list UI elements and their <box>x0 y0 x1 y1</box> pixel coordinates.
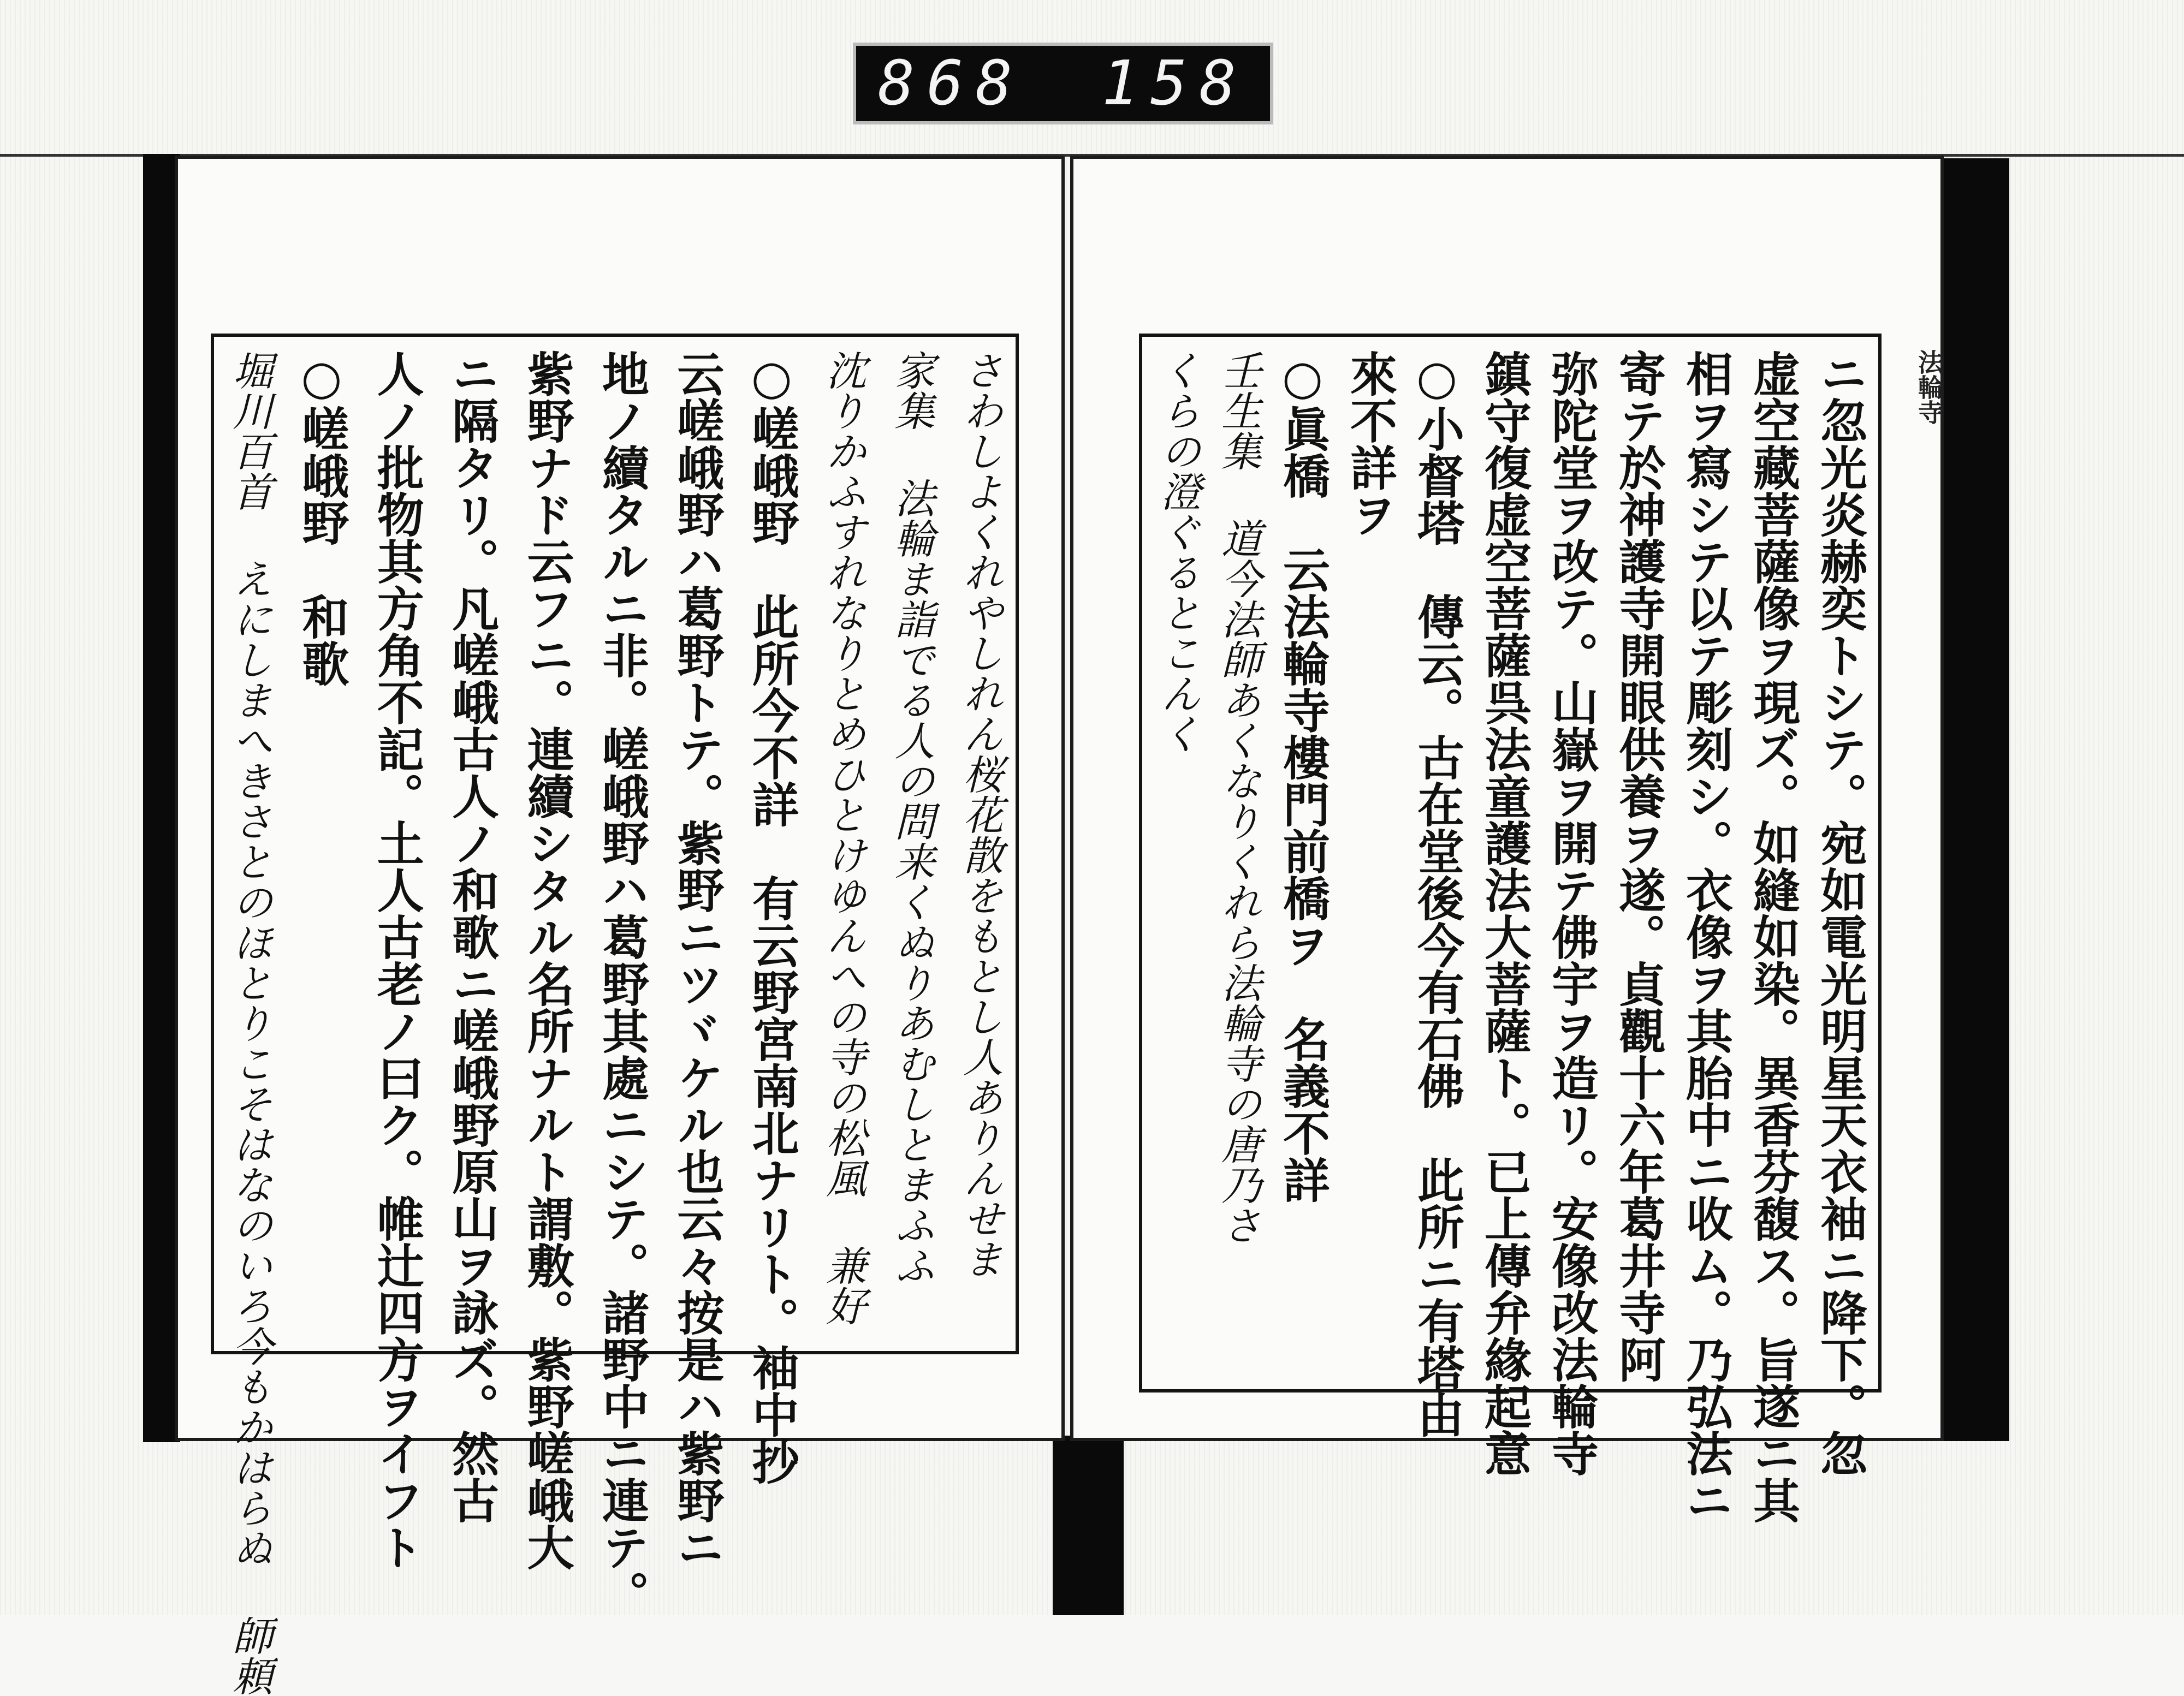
right-column-6: 鎮守復虚空菩薩呉法童護法大菩薩ト。已上傳弁緣起意 <box>1476 350 1532 1477</box>
left-column-4: ○嵯峨野 此所今不詳 有云野宮南北ナリト。袖中抄 <box>744 350 799 1485</box>
right-column-2: 虚空藏菩薩像ヲ現ズ。如縫如染。異香芬馥ス。旨遂ニ其 <box>1745 350 1800 1524</box>
left-column-3: 沈りかふすれなりとめひとけゆんへの寺の松風 兼好 <box>820 350 867 1326</box>
right-column-5: 弥陀堂ヲ改テ。山嶽ヲ開テ佛宇ヲ造リ。安像改法輪寺 <box>1544 350 1599 1477</box>
right-column-9: ○眞橋 云法輪寺樓門前橋ヲ 名義不詳 <box>1275 350 1330 1203</box>
right-column-3: 相ヲ寫シテ以テ彫刻シ。衣像ヲ其胎中ニ收ム。乃弘法ニ <box>1678 350 1733 1524</box>
right-column-8: 來不詳ヲ <box>1342 350 1397 538</box>
label-left-number: 868 <box>878 48 1025 119</box>
left-page <box>175 156 1065 1696</box>
left-column-9: 人ノ批物其方角不記。土人古老ノ曰ク。帷辻四方ヲイフト <box>369 350 424 1570</box>
reference-number-label <box>853 43 1273 124</box>
right-column-4: 寄テ於神護寺開眼供養ヲ遂。貞觀十六年葛井寺阿 <box>1611 350 1666 1383</box>
left-columns <box>226 350 1004 1696</box>
right-column-7: ○小督塔 傳云。古在堂後今有石佛 此所ニ有塔由 <box>1409 350 1464 1438</box>
left-column-2: 家集 法輪ま詣でる人の問来くぬりあむしとまふふ <box>888 350 935 1286</box>
left-column-1: さわしよくれやしれん桜花散をもとし人ありんせま <box>956 350 1004 1279</box>
right-page <box>1070 156 1944 1524</box>
left-column-5: 云嵯峨野ハ葛野トテ。紫野ニツヾケル也云々按是ハ紫野ニ <box>669 350 725 1570</box>
right-edge-note: 法輪寺 <box>1914 349 1944 425</box>
right-column-1: ニ忽光炎赫奕トシテ。宛如電光明星天衣袖ニ降下。忽 <box>1812 350 1867 1477</box>
right-columns <box>1154 350 1867 1524</box>
right-text-frame <box>1139 334 1882 1524</box>
right-column-11: くらの澄ぐるとこんく <box>1154 350 1201 754</box>
left-column-8: ニ隔タリ。凡嵯峨古人ノ和歌ニ嵯峨野原山ヲ詠ズ。然古 <box>444 350 500 1524</box>
left-column-6: 地ノ續タルニ非。嵯峨野ハ葛野其處ニシテ。諸野中ニ連テ。 <box>594 350 649 1617</box>
label-right-number: 158 <box>1101 48 1248 119</box>
left-column-10: ○嵯峨野 和歌 <box>294 350 349 687</box>
right-column-10: 壬生集 道今法師あくなりくれら法輪寺の唐乃さ <box>1215 350 1262 1245</box>
left-text-frame <box>211 334 1019 1696</box>
left-column-7: 紫野ナド云フニ。連續シタル名所ナルト謂敷。紫野嵯峨大 <box>519 350 574 1570</box>
center-gutter <box>1053 1436 1124 1615</box>
left-column-11: 堀川百首 えにしまへきさとのほとりこそはなのいろ今もかはらぬ 師頼 <box>226 350 273 1696</box>
